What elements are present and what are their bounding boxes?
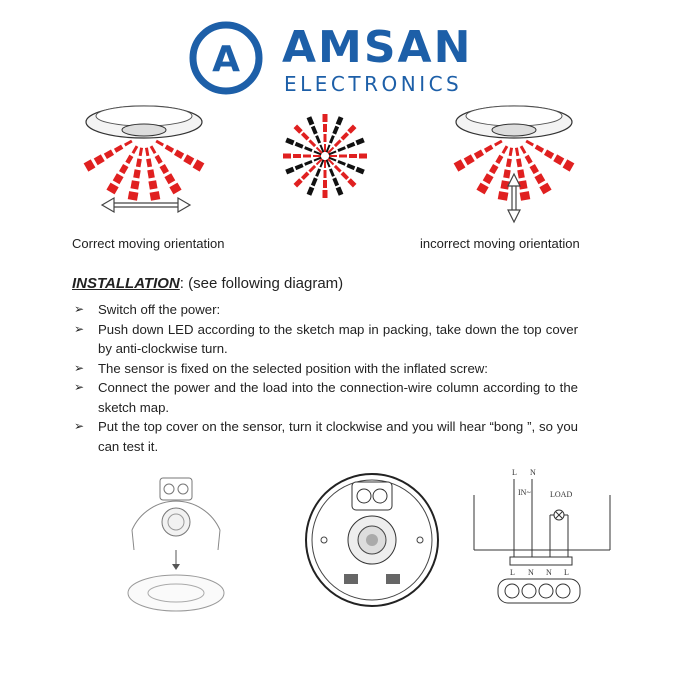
terminal-label: L bbox=[564, 568, 569, 577]
detection-ray bbox=[456, 163, 463, 167]
detection-ray bbox=[510, 148, 511, 156]
wire-label-l: L bbox=[512, 468, 517, 477]
list-item: ➢ Switch off the power: bbox=[72, 300, 578, 320]
starburst-ray bbox=[347, 165, 354, 168]
detection-ray bbox=[133, 146, 137, 153]
detection-ray bbox=[502, 192, 503, 200]
detection-ray bbox=[492, 166, 496, 173]
detection-ray bbox=[516, 148, 517, 156]
detection-ray bbox=[466, 158, 473, 162]
detection-ray bbox=[173, 185, 177, 192]
starburst-ray bbox=[342, 173, 348, 179]
detection-ray bbox=[125, 141, 132, 145]
starburst-ray bbox=[295, 165, 302, 168]
detection-ray bbox=[555, 158, 562, 162]
starburst-ray bbox=[356, 140, 363, 143]
starburst-ray bbox=[302, 173, 308, 179]
detection-ray bbox=[127, 156, 131, 163]
starburst-ray bbox=[295, 144, 302, 147]
detection-ray bbox=[132, 192, 133, 200]
detection-ray bbox=[536, 147, 543, 151]
starburst-ray bbox=[334, 126, 337, 133]
horizontal-arrow-icon bbox=[102, 198, 190, 212]
detection-ray bbox=[116, 175, 120, 182]
detection-ray bbox=[503, 146, 507, 153]
starburst-ray bbox=[335, 140, 341, 146]
starburst-ray bbox=[286, 140, 293, 143]
bullet-arrow-icon: ➢ bbox=[74, 321, 85, 336]
vertical-arrow-icon bbox=[508, 174, 520, 222]
bullet-arrow-icon: ➢ bbox=[74, 302, 85, 316]
detection-ray bbox=[96, 158, 103, 162]
terminal-label: N bbox=[546, 568, 552, 577]
terminal-label: L bbox=[510, 568, 515, 577]
wiring-diagram-figure bbox=[470, 465, 620, 605]
bullet-arrow-icon: ➢ bbox=[74, 380, 85, 394]
detection-ray bbox=[152, 181, 153, 189]
starburst-ray bbox=[349, 126, 355, 132]
correct-orientation-figure bbox=[82, 100, 222, 220]
detection-ray bbox=[146, 148, 147, 156]
brand-name: AMSAN bbox=[282, 22, 473, 73]
sensor-exploded-view-figure bbox=[122, 470, 232, 620]
installation-subtitle: : (see following diagram) bbox=[179, 275, 344, 292]
detection-ray bbox=[495, 141, 502, 145]
starburst-ray bbox=[335, 166, 341, 172]
starburst-ray bbox=[356, 169, 363, 172]
detection-ray bbox=[105, 152, 112, 156]
detection-ray bbox=[122, 166, 126, 173]
starburst-ray bbox=[347, 144, 354, 147]
starburst-ray bbox=[338, 161, 345, 164]
detection-ray bbox=[527, 156, 531, 163]
detection-ray bbox=[176, 152, 183, 156]
logo-letter: A bbox=[212, 39, 240, 80]
starburst-ray bbox=[342, 133, 348, 139]
bullet-arrow-icon: ➢ bbox=[74, 360, 85, 375]
detection-ray bbox=[140, 148, 141, 156]
detection-ray bbox=[136, 170, 137, 178]
starburst-ray bbox=[309, 140, 315, 146]
starburst-ray bbox=[313, 178, 316, 185]
detection-ray bbox=[134, 181, 135, 189]
detection-ray bbox=[486, 175, 490, 182]
detection-ray bbox=[157, 156, 161, 163]
detection-ray bbox=[138, 159, 139, 167]
starburst-ray bbox=[338, 148, 345, 151]
starburst-ray bbox=[295, 180, 301, 186]
starburst-ray bbox=[286, 169, 293, 172]
detection-ray bbox=[154, 192, 155, 200]
brand-logo bbox=[188, 20, 478, 100]
detection-ray bbox=[185, 158, 192, 162]
detection-starburst-figure bbox=[285, 108, 365, 208]
detection-ray bbox=[150, 170, 151, 178]
detection-ray bbox=[546, 152, 553, 156]
detection-ray bbox=[168, 175, 172, 182]
detection-ray bbox=[538, 175, 542, 182]
detection-ray bbox=[526, 141, 533, 145]
sensor-top-view-figure bbox=[302, 470, 442, 610]
detection-ray bbox=[497, 156, 501, 163]
detection-ray bbox=[532, 166, 536, 173]
incorrect-orientation-caption: incorrect moving orientation bbox=[420, 236, 580, 251]
detection-ray bbox=[481, 185, 485, 192]
detection-ray bbox=[543, 185, 547, 192]
starburst-ray bbox=[330, 136, 333, 143]
detection-ray bbox=[565, 163, 572, 167]
brand-subtitle: ELECTRONICS bbox=[284, 72, 463, 96]
starburst-ray bbox=[305, 148, 312, 151]
wire-label-load: LOAD bbox=[550, 490, 573, 499]
bullet-arrow-icon: ➢ bbox=[74, 419, 85, 433]
starburst-ray bbox=[309, 117, 312, 124]
detection-ray bbox=[148, 159, 149, 167]
detection-ray bbox=[504, 181, 505, 189]
detection-ray bbox=[166, 147, 173, 151]
starburst-ray bbox=[317, 169, 320, 176]
list-item: ➢ Push down LED according to the sketch map in packing, take down the top cover by anti-clockwise turn. bbox=[74, 321, 578, 356]
starburst-ray bbox=[330, 169, 333, 176]
detection-ray bbox=[520, 170, 521, 178]
detection-ray bbox=[151, 146, 155, 153]
starburst-ray bbox=[295, 126, 301, 132]
list-item: ➢ Connect the power and the load into the connection-wire column according to the sketch map. bbox=[74, 380, 578, 415]
detection-ray bbox=[115, 147, 122, 151]
starburst-ray bbox=[349, 180, 355, 186]
detection-ray bbox=[475, 152, 482, 156]
list-item: ➢ Put the top cover on the sensor, turn it clockwise and you will hear “bong ”, so you can test it. bbox=[74, 419, 578, 454]
starburst-ray bbox=[334, 178, 337, 185]
detection-ray bbox=[521, 146, 525, 153]
logo-circle-icon bbox=[188, 20, 268, 100]
detection-ray bbox=[522, 181, 523, 189]
detection-ray bbox=[506, 170, 507, 178]
detection-ray bbox=[86, 163, 93, 167]
incorrect-orientation-figure bbox=[452, 100, 592, 230]
wire-label-n: N bbox=[530, 468, 536, 477]
correct-orientation-caption: Correct moving orientation bbox=[72, 236, 225, 251]
installation-title: INSTALLATION bbox=[72, 275, 180, 292]
detection-ray bbox=[111, 185, 115, 192]
detection-ray bbox=[162, 166, 166, 173]
starburst-ray bbox=[305, 161, 312, 164]
detection-ray bbox=[485, 147, 492, 151]
starburst-ray bbox=[302, 133, 308, 139]
starburst-ray bbox=[338, 117, 341, 124]
starburst-ray bbox=[317, 136, 320, 143]
detection-ray bbox=[508, 159, 509, 167]
detection-ray bbox=[156, 141, 163, 145]
detection-ray bbox=[524, 192, 525, 200]
starburst-ray bbox=[313, 126, 316, 133]
installation-steps bbox=[72, 300, 578, 456]
wire-label-in: IN~ bbox=[518, 488, 531, 497]
starburst-ray bbox=[309, 187, 312, 194]
list-item: ➢ The sensor is fixed on the selected position with the inflated screw: bbox=[72, 359, 578, 379]
terminal-label: N bbox=[528, 568, 534, 577]
starburst-ray bbox=[309, 166, 315, 172]
detection-ray bbox=[518, 159, 519, 167]
installation-heading bbox=[72, 275, 343, 292]
starburst-ray bbox=[338, 187, 341, 194]
detection-ray bbox=[195, 163, 202, 167]
